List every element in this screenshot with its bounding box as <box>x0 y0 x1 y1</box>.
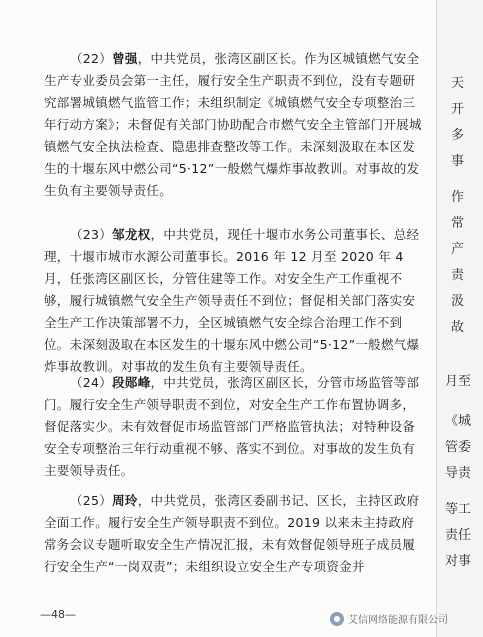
paragraph-text: ，中共党员，张湾区副区长，分管市场监管等部门。履行安全生产领导职责不到位，对安全生产工作布置协调多，督促落实少。未有效督促市场监管部门严格监管执法；对特种设备安全专项整治三年行动重视不够、落实不到位。对事故的发生负有主要领导责任。 <box>44 375 420 478</box>
wechat-icon <box>330 612 344 626</box>
edge-text: 故 <box>451 320 465 335</box>
edge-text: 对事 <box>445 554 472 569</box>
edge-text: 责 <box>451 268 465 283</box>
edge-text: 等工 <box>445 502 472 517</box>
edge-text: 常 <box>451 216 465 231</box>
edge-text: 责任 <box>445 528 472 543</box>
paragraph-text: ，中共党员，张湾区委副书记、区长，主持区政府全面工作。履行安全生产领导职责不到位。2019 以来未主持政府常务会议专题听取安全生产情况汇报，未有效督促领导班子成员履行安全生产“一岗双责”；未组织设立安全生产专项资金并 <box>44 493 420 574</box>
edge-text: 导责 <box>445 466 472 481</box>
edge-text: 管委 <box>445 440 472 455</box>
edge-text: 多 <box>451 128 465 143</box>
item-number: （23） <box>70 227 113 242</box>
edge-text: 开 <box>451 102 465 117</box>
person-name: 周玲 <box>112 493 138 508</box>
edge-text: 汲 <box>451 294 465 309</box>
paragraph-23 <box>44 224 422 378</box>
person-name: 邹龙权 <box>112 227 151 242</box>
paragraph-text: ，中共党员，现任十堰市水务公司董事长、总经理，十堰市城市水源公司董事长。2016 年 12 月至 2020 年 4 月，任张湾区副区长，分管住建等工作。对安全生产工作重视不够，履行城镇燃气安全生产领导责任不到位；督促相关部门落实安全生产工作决策部署不力，全区城镇燃气安全综合治理工作不到位。未深刻汲取在本区发生的十堰东风中燃公司“5·12”一般燃气爆炸事故教训。对事故的发生负有主要领导责任。 <box>44 227 420 374</box>
item-number: （25） <box>70 493 113 508</box>
paragraph-text: ，中共党员，张湾区副区长。作为区城镇燃气安全生产专业委员会第一主任，履行安全生产职责不到位，没有专题研究部署城镇燃气监管工作；未组织制定《城镇燃气安全专项整治三年行动方案》；未督促有关部门协助配合市燃气安全主管部门开展城镇燃气安全执法检查、隐患排查整改等工作。未深刻汲取在本区发生的十堰东风中燃公司“5·12”一般燃气爆炸事故教训。对事故的发生负有主要领导责任。 <box>44 51 422 198</box>
person-name: 段郧峰 <box>112 375 151 390</box>
edge-text: 月至 <box>445 374 472 389</box>
item-number: （22） <box>70 51 113 66</box>
watermark <box>330 611 448 626</box>
item-number: （24） <box>70 375 113 390</box>
paragraph-22 <box>44 48 422 202</box>
paragraph-25 <box>44 490 422 578</box>
page-number: —48— <box>40 608 76 621</box>
watermark-text: 艾信网络能源有限公司 <box>348 615 448 626</box>
edge-text: 《城 <box>445 414 472 429</box>
edge-text: 作 <box>451 190 465 205</box>
edge-text: 天 <box>451 76 465 91</box>
edge-text: 产 <box>451 242 465 257</box>
edge-text: 事 <box>451 154 465 169</box>
paragraph-24 <box>44 372 422 482</box>
adjacent-page-edge <box>436 0 483 637</box>
person-name: 曾强 <box>112 51 138 66</box>
